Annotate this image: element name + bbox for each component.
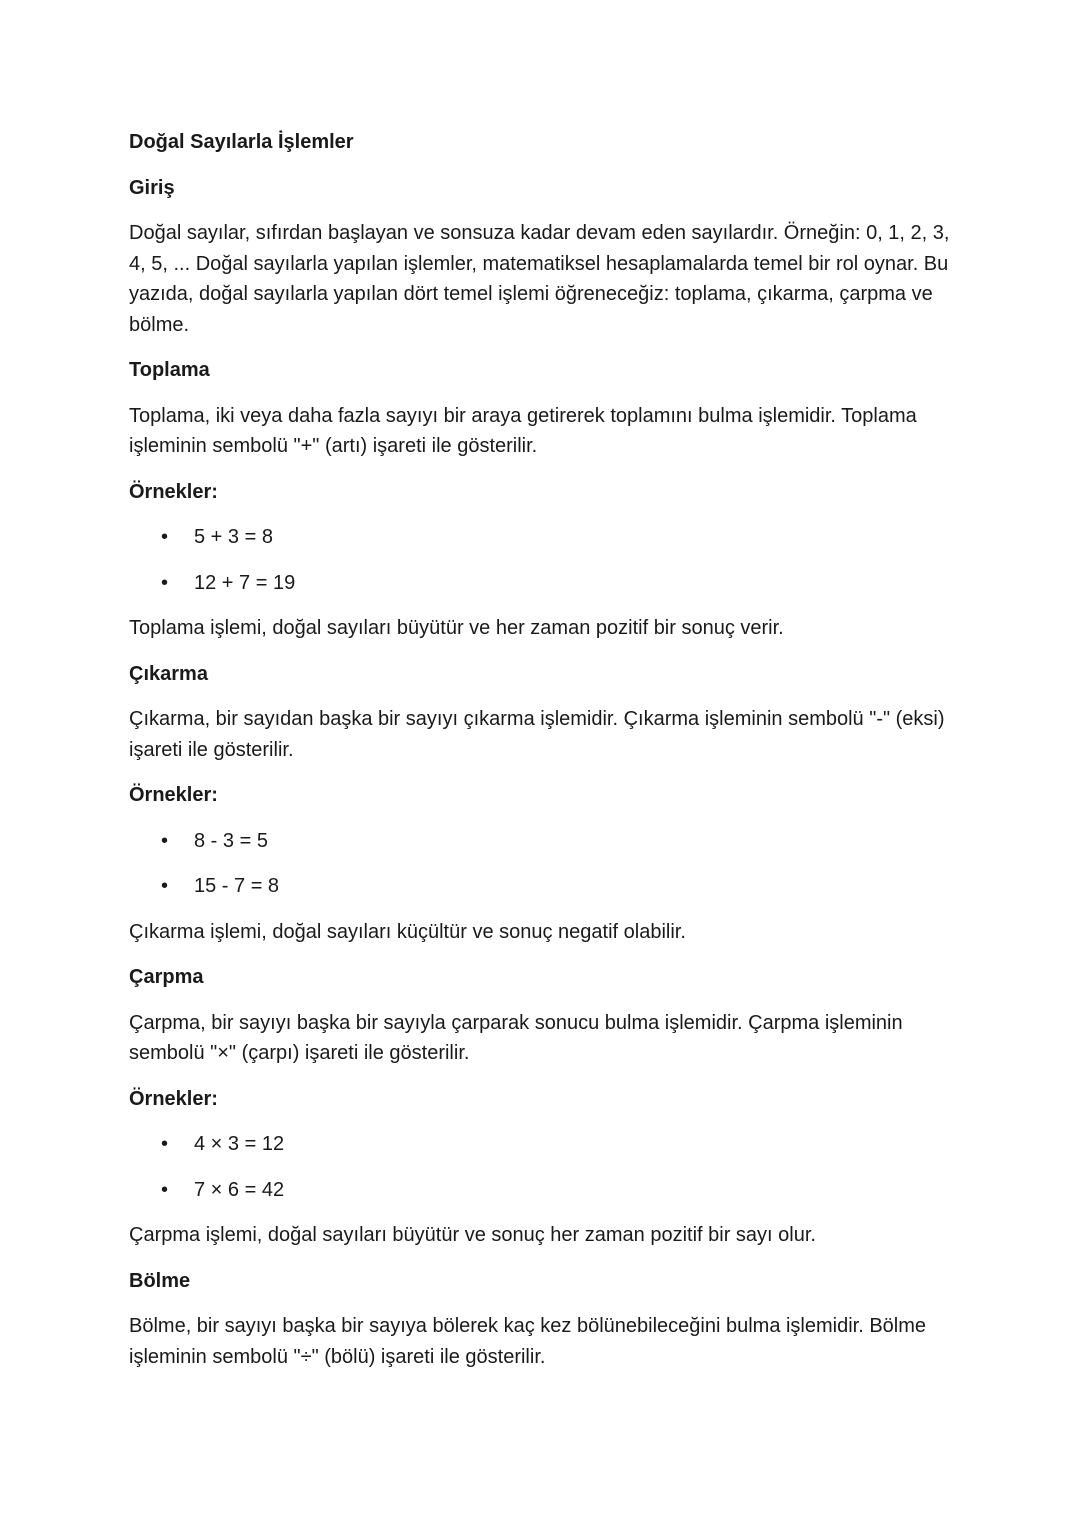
section-text-carpma: Çarpma, bir sayıyı başka bir sayıyla çarparak sonucu bulma işlemidir. Çarpma işleminin sembolü "×" (çarpı) işareti ile gösterilir. [129,1011,903,1064]
section-text-bolme: Bölme, bir sayıyı başka bir sayıya bölerek kaç kez bölünebileceğini bulma işlemidir. Bölme işleminin sembolü "÷" (bölü) işareti ile gösterilir. [129,1315,927,1368]
example-equation: 12 + 7 = 19 [194,571,296,594]
document-page [129,127,959,1387]
examples-label: Örnekler: [129,1087,218,1110]
list-item [129,522,959,553]
list-item [129,568,959,599]
examples-list [129,1129,959,1205]
section-heading-toplama: Toplama [129,359,210,381]
list-item [129,826,959,857]
list-item [129,1175,959,1206]
section-note-cikarma: Çıkarma işlemi, doğal sayıları küçültür ve sonuç negatif olabilir. [129,920,686,943]
intro-paragraph: Doğal sayılar, sıfırdan başlayan ve sonsuza kadar devam eden sayılardır. Örneğin: 0, 1, 2, 3, 4, 5, ... Doğal sayılarla yapılan işlemler, matematiksel hesaplamalarda temel bir rol oynar. Bu yazıda, doğal sayılarla yapılan dört temel işlemi öğreneceğiz: toplama, çıkarma, çarpma ve bölme. [129,222,950,336]
bullet-icon: • [161,1133,169,1155]
bullet-icon: • [161,875,169,897]
section-heading-bolme: Bölme [129,1269,191,1292]
section-heading-cikarma: Çıkarma [129,662,208,685]
document-title: Doğal Sayılarla İşlemler [129,131,354,153]
bullet-icon: • [161,571,169,594]
example-equation: 8 - 3 = 5 [194,829,268,852]
section-text-cikarma: Çıkarma, bir sayıdan başka bir sayıyı çıkarma işlemidir. Çıkarma işleminin sembolü "-" (eksi) işareti ile gösterilir. [129,708,945,761]
section-text-toplama: Toplama, iki veya daha fazla sayıyı bir araya getirerek toplamını bulma işlemidir. Toplama işleminin sembolü "+" (artı) işareti ile gösterilir. [129,404,917,457]
section-note-toplama: Toplama işlemi, doğal sayıları büyütür ve her zaman pozitif bir sonuç verir. [129,617,784,639]
list-item [129,871,959,902]
examples-label: Örnekler: [129,784,218,806]
bullet-icon: • [161,1178,169,1201]
examples-list [129,826,959,902]
example-equation: 4 × 3 = 12 [194,1133,285,1155]
section-heading-carpma: Çarpma [129,966,204,988]
example-equation: 7 × 6 = 42 [194,1178,285,1201]
examples-list [129,522,959,598]
example-equation: 5 + 3 = 8 [194,526,273,548]
bullet-icon: • [161,829,169,852]
examples-label: Örnekler: [129,480,218,503]
example-equation: 15 - 7 = 8 [194,875,280,897]
intro-heading: Giriş [129,176,175,199]
section-note-carpma: Çarpma işlemi, doğal sayıları büyütür ve sonuç her zaman pozitif bir sayı olur. [129,1224,816,1246]
bullet-icon: • [161,526,169,548]
list-item [129,1129,959,1160]
